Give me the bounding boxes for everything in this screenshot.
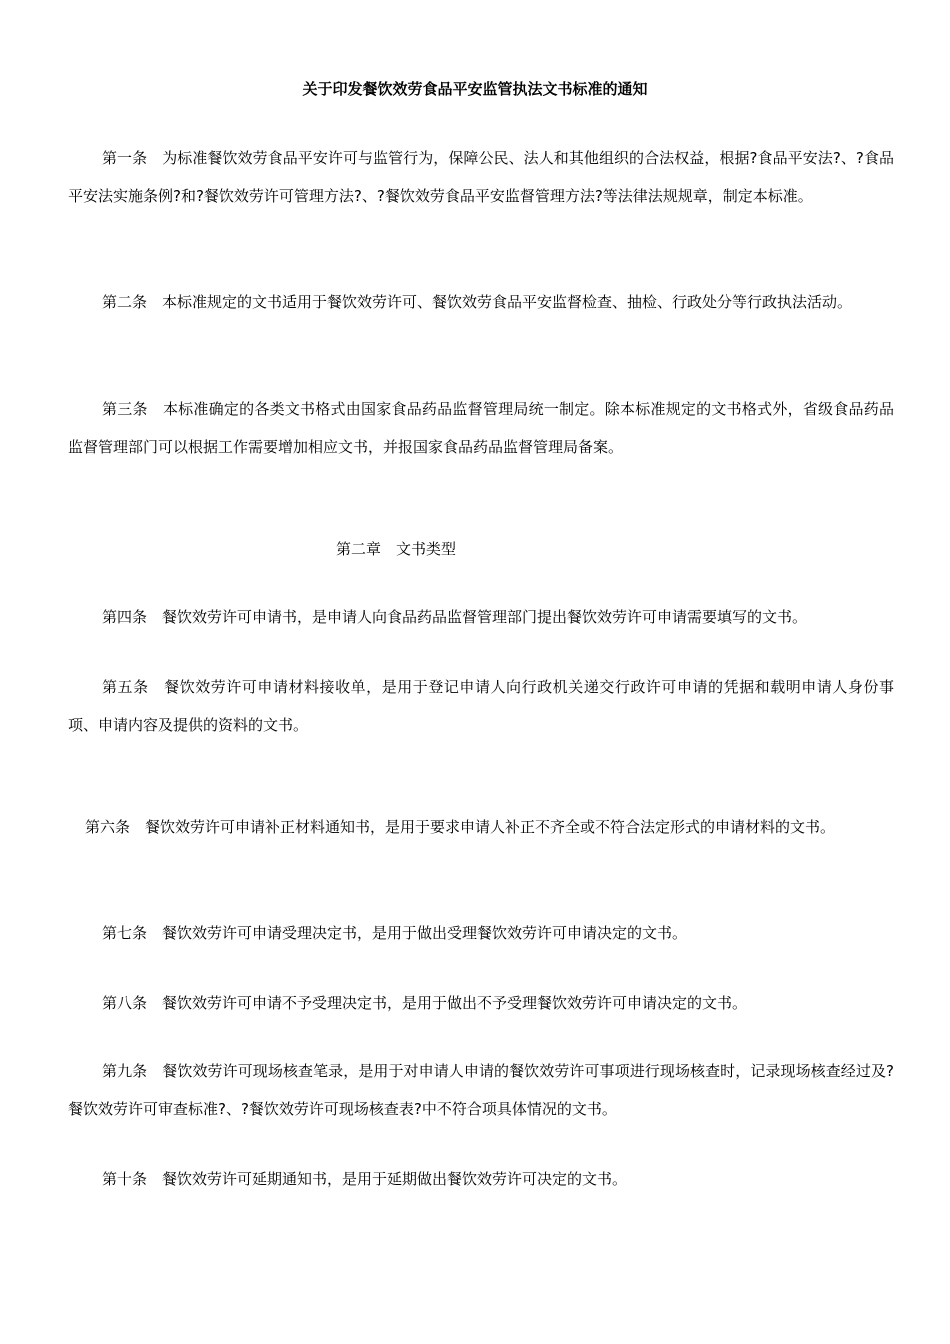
article-6: 第六条 餐饮效劳许可申请补正材料通知书，是用于要求申请人补正不齐全或不符合法定形式的申请材料的文书。 bbox=[85, 818, 836, 836]
article-1: 第一条 为标准餐饮效劳食品平安许可与监管行为，保障公民、法人和其他组织的合法权益，根据?食品平安法?、?食品平安法实施条例?和?餐饮效劳许可管理方法?、?餐饮效劳食品平安监督管理方法?等法律法规规章，制定本标准。 bbox=[68, 149, 894, 205]
article-3: 第三条 本标准确定的各类文书格式由国家食品药品监督管理局统一制定。除本标准规定的文书格式外，省级食品药品监督管理部门可以根据工作需要增加相应文书，并报国家食品药品监督管理局备案。 bbox=[68, 400, 894, 456]
article-8: 第八条 餐饮效劳许可申请不予受理决定书，是用于做出不予受理餐饮效劳许可申请决定的文书。 bbox=[102, 994, 748, 1012]
document-title: 关于印发餐饮效劳食品平安监管执法文书标准的通知 bbox=[302, 80, 648, 98]
article-4: 第四条 餐饮效劳许可申请书，是申请人向食品药品监督管理部门提出餐饮效劳许可申请需要填写的文书。 bbox=[102, 608, 808, 626]
chapter-heading: 第二章 文书类型 bbox=[336, 540, 457, 558]
article-10: 第十条 餐饮效劳许可延期通知书，是用于延期做出餐饮效劳许可决定的文书。 bbox=[102, 1170, 628, 1188]
article-2: 第二条 本标准规定的文书适用于餐饮效劳许可、餐饮效劳食品平安监督检查、抽检、行政处分等行政执法活动。 bbox=[102, 293, 853, 311]
article-7: 第七条 餐饮效劳许可申请受理决定书，是用于做出受理餐饮效劳许可申请决定的文书。 bbox=[102, 924, 688, 942]
article-9: 第九条 餐饮效劳许可现场核查笔录，是用于对申请人申请的餐饮效劳许可事项进行现场核查时，记录现场核查经过及?餐饮效劳许可审查标准?、?餐饮效劳许可现场核查表?中不符合项具体情况的文书。 bbox=[68, 1062, 894, 1118]
article-5: 第五条 餐饮效劳许可申请材料接收单，是用于登记申请人向行政机关递交行政许可申请的凭据和载明申请人身份事项、申请内容及提供的资料的文书。 bbox=[68, 678, 894, 734]
